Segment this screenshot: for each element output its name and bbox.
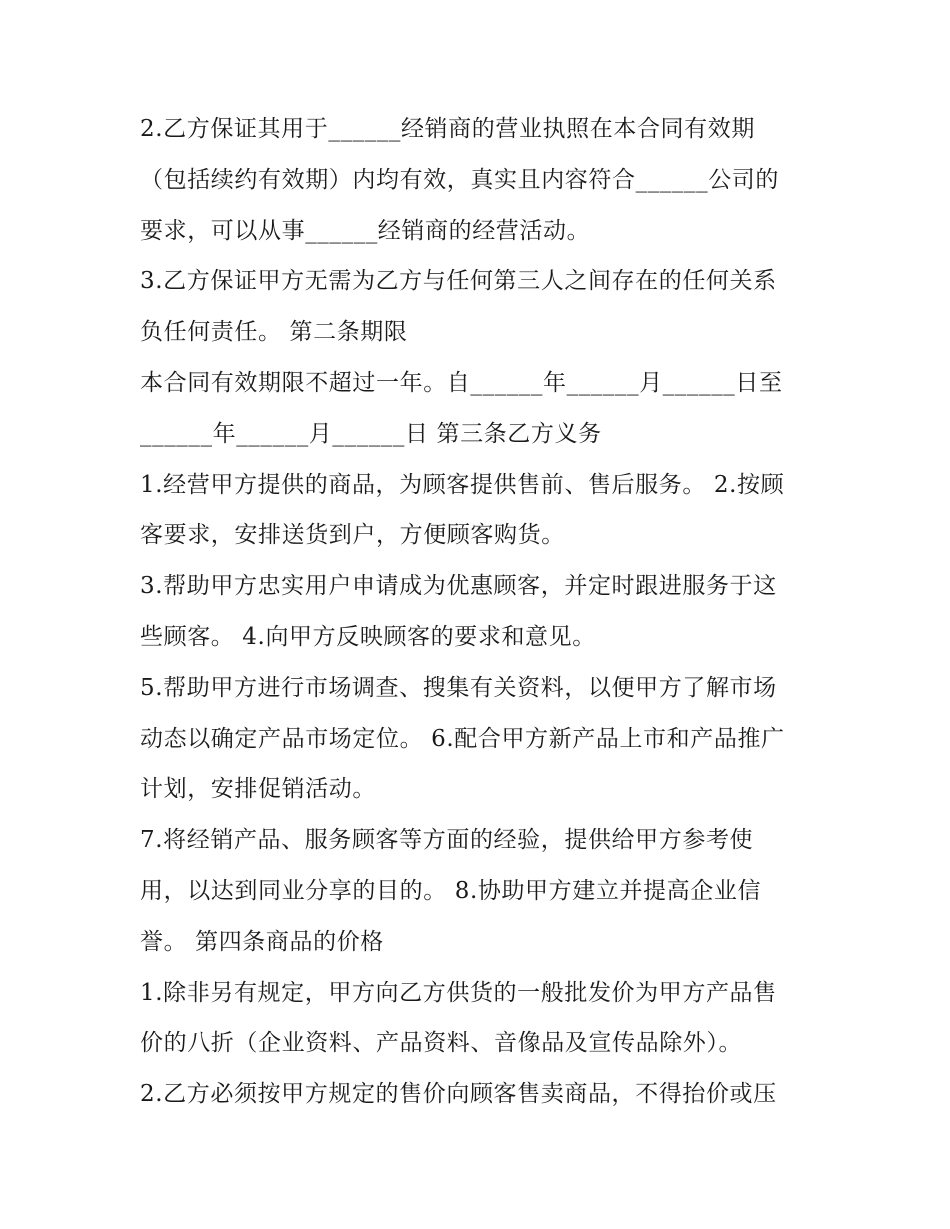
text-line: 誉。 第四条商品的价格	[140, 928, 384, 955]
text-line: 2.乙方保证其用于______经销商的营业执照在本合同有效期	[140, 116, 755, 142]
text-line: （包括续约有效期）内均有效，真实且内容符合______公司的	[140, 166, 779, 193]
text-line: 价的八折（企业资料、产品资料、音像品及宣传品除外）。	[140, 1030, 743, 1057]
text-line: 3.乙方保证甲方无需为乙方与任何第三人之间存在的任何关系	[140, 268, 777, 295]
text-line: 要求，可以从事______经销商的经营活动。	[140, 217, 591, 244]
text-line: ______年______月______日 第三条乙方义务	[140, 420, 602, 447]
text-line: 3.帮助甲方忠实用户申请成为优惠顾客，并定时跟进服务于这	[140, 573, 777, 600]
text-line: 1.除非另有规定，甲方向乙方供货的一般批发价为甲方产品售	[140, 979, 777, 1006]
text-line: 1.经营甲方提供的商品，为顾客提供售前、售后服务。 2.按顾	[140, 471, 785, 498]
text-line: 5.帮助甲方进行市场调查、搜集有关资料，以便甲方了解市场	[140, 674, 777, 701]
text-line: 本合同有效期限不超过一年。自______年______月______日至	[140, 369, 783, 396]
text-line: 用，以达到同业分享的目的。 8.协助甲方建立并提高企业信	[140, 877, 762, 904]
text-line: 7.将经销产品、服务顾客等方面的经验，提供给甲方参考使	[140, 827, 754, 854]
text-line: 客要求，安排送货到户，方便顾客购货。	[140, 522, 565, 549]
contract-text-body	[140, 104, 830, 1120]
text-line: 动态以确定产品市场定位。 6.配合甲方新产品上市和产品推广	[140, 725, 785, 752]
text-line: 计划，安排促销活动。	[140, 776, 376, 803]
text-line: 2.乙方必须按甲方规定的售价向顾客售卖商品，不得抬价或压	[140, 1081, 777, 1108]
text-line: 些顾客。 4.向甲方反映顾客的要求和意见。	[140, 623, 596, 650]
text-line: 负任何责任。 第二条期限	[140, 319, 408, 346]
